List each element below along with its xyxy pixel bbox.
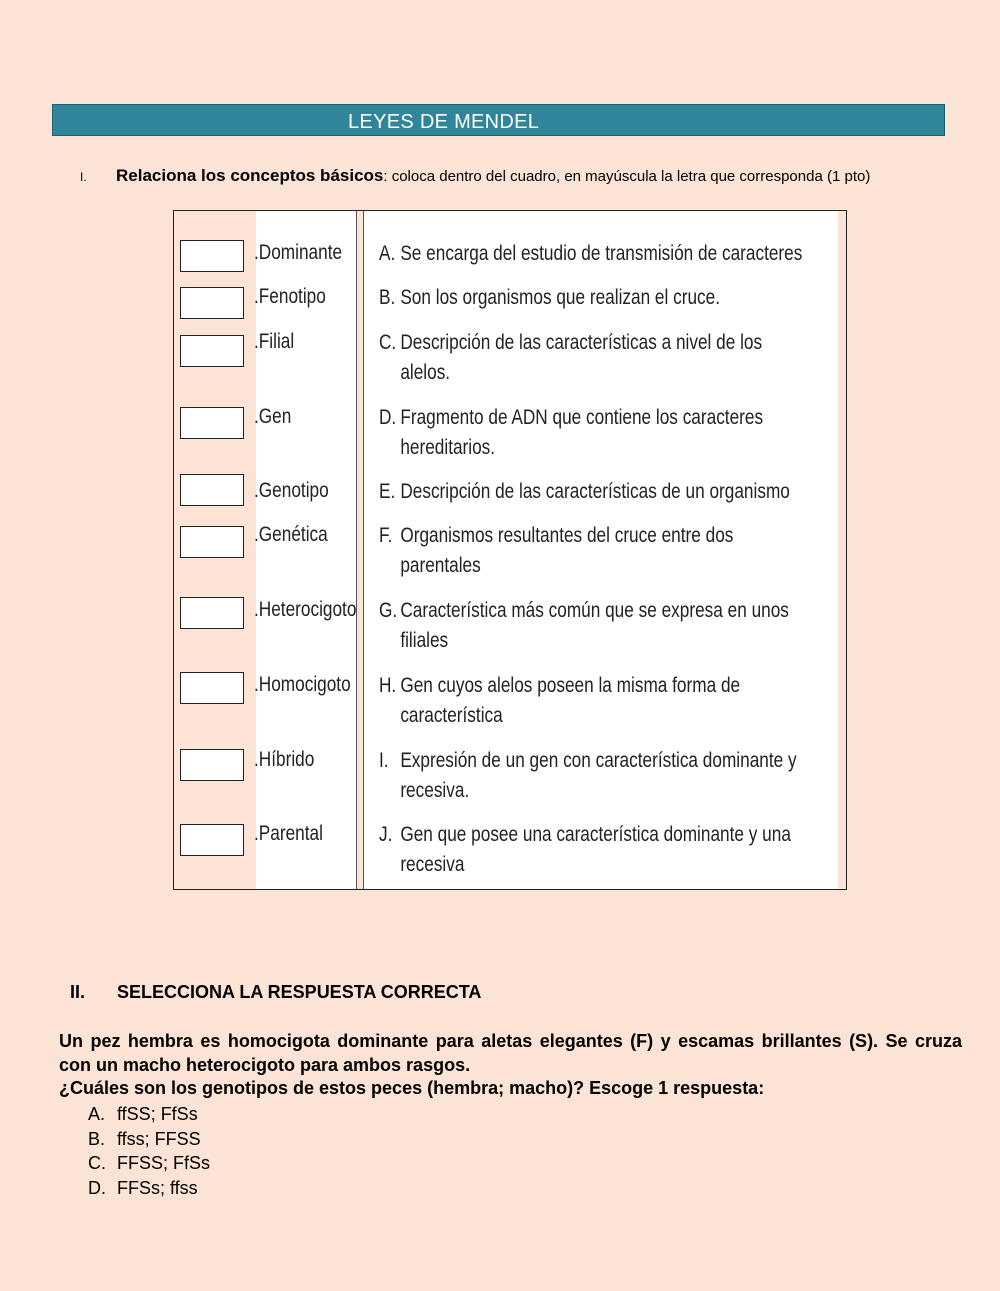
answer-box-dominante[interactable]: [180, 240, 244, 272]
answer-box-homocigoto[interactable]: [180, 672, 244, 704]
section2-title: SELECCIONA LA RESPUESTA CORRECTA: [117, 982, 482, 1002]
question-prompt: ¿Cuáles son los genotipos de estos peces (hembra; macho)? Escoge 1 respuesta:: [59, 1078, 765, 1098]
term-gen: .Gen: [254, 405, 292, 428]
question-text: Un pez hembra es homocigota dominante para aletas elegantes (F) y escamas brillantes (S). Se cruza con un macho heterocigoto para ambos rasgos.: [59, 1031, 962, 1075]
answer-box-hibrido[interactable]: [180, 749, 244, 781]
answer-box-fenotipo[interactable]: [180, 287, 244, 319]
definition-i: I. Expresión de un gen con característica dominante y recesiva.: [379, 749, 797, 802]
definition-d: D. Fragmento de ADN que contiene los caracteres hereditarios.: [379, 406, 764, 459]
answer-box-filial[interactable]: [180, 335, 244, 367]
definition-f: F. Organismos resultantes del cruce entre dos parentales: [379, 524, 734, 577]
term-genetica: .Genética: [254, 523, 328, 546]
term-parental: .Parental: [254, 822, 323, 845]
definition-g: G. Característica más común que se expresa en unos filiales: [379, 599, 789, 652]
section1-heading: Relaciona los conceptos básicos: [116, 166, 384, 185]
section2-number: II.: [70, 982, 86, 1002]
option-a[interactable]: A. ffSS; FfSs: [88, 1104, 198, 1124]
option-c[interactable]: C. FFSS; FfSs: [88, 1153, 211, 1173]
column-divider: [356, 211, 364, 889]
matching-table: [173, 210, 847, 890]
terms-column: [256, 211, 356, 889]
term-filial: .Filial: [254, 330, 295, 353]
definition-h: H. Gen cuyos alelos poseen la misma forma de característica: [379, 674, 741, 727]
answer-box-genetica[interactable]: [180, 526, 244, 558]
answer-options: [88, 1102, 210, 1200]
section2-heading: [70, 982, 481, 1003]
term-hibrido: .Híbrido: [254, 748, 315, 771]
definition-e: E. Descripción de las características de un organismo: [379, 480, 790, 503]
page-title: LEYES DE MENDEL: [348, 111, 540, 133]
term-dominante: .Dominante: [254, 241, 343, 264]
option-d[interactable]: D. FFSs; ffss: [88, 1177, 198, 1198]
term-fenotipo: .Fenotipo: [254, 285, 326, 308]
title-bar: [52, 104, 945, 136]
answer-box-heterocigoto[interactable]: [180, 597, 244, 629]
answer-box-genotipo[interactable]: [180, 474, 244, 506]
term-heterocigoto: .Heterocigoto: [254, 598, 357, 621]
section1-number: I.: [80, 170, 87, 184]
section1-instruction-text: : coloca dentro del cuadro, en mayúscula la letra que corresponda (1 pto): [383, 168, 871, 185]
section1-instruction: [80, 166, 870, 186]
definition-a: A. Se encarga del estudio de transmisión de caracteres: [379, 242, 803, 265]
option-b[interactable]: B. ffss; FFSS: [88, 1128, 201, 1149]
definition-b: B. Son los organismos que realizan el cruce.: [379, 286, 721, 309]
answer-box-parental[interactable]: [180, 824, 244, 856]
definition-j: J. Gen que posee una característica dominante y una recesiva: [379, 823, 791, 876]
answer-box-gen[interactable]: [180, 407, 244, 439]
term-genotipo: .Genotipo: [254, 479, 329, 502]
term-homocigoto: .Homocigoto: [254, 673, 351, 696]
definition-c: C. Descripción de las características a nivel de los alelos.: [379, 331, 763, 384]
